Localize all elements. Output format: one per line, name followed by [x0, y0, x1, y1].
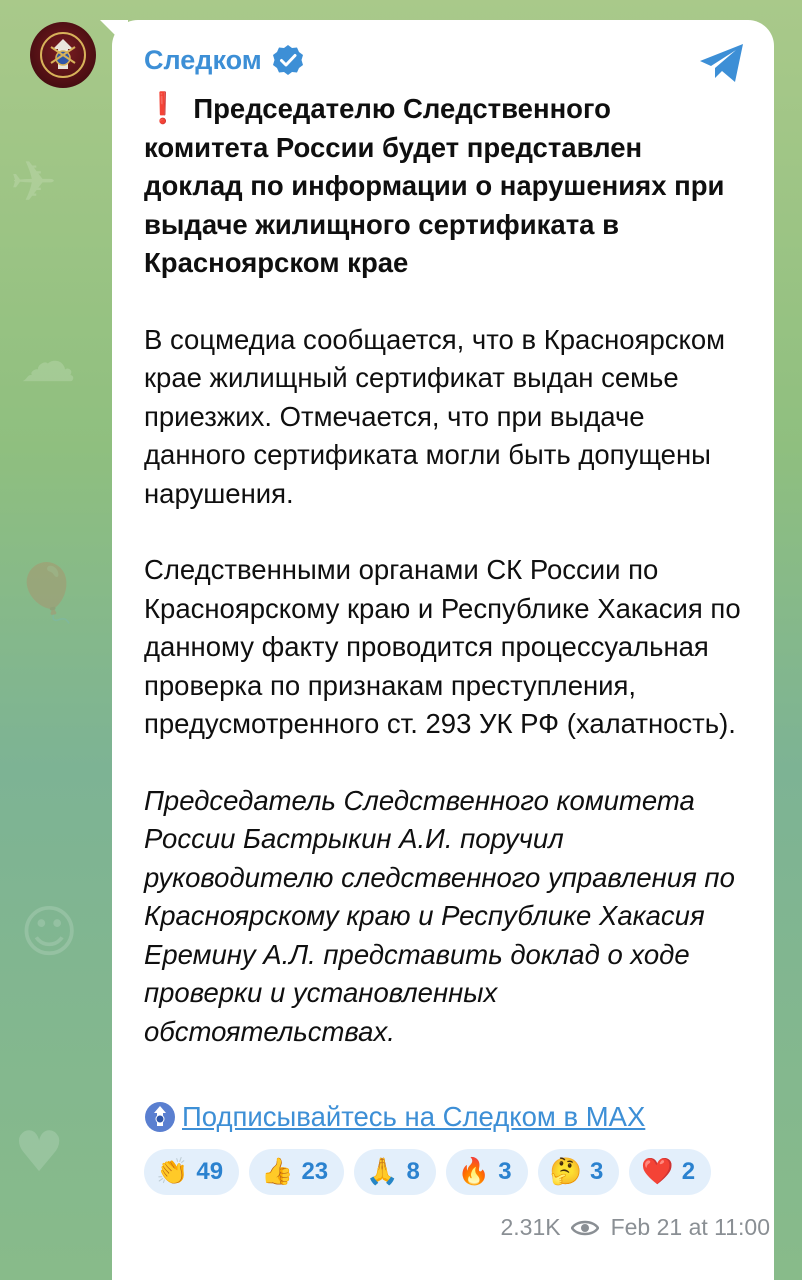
channel-avatar[interactable] — [30, 22, 96, 88]
channel-name[interactable]: Следком — [144, 44, 262, 75]
post-text — [144, 90, 742, 1051]
thinking-face-icon: 🤔 — [549, 1157, 582, 1187]
reaction-fire[interactable] — [446, 1149, 528, 1195]
message-bubble — [112, 20, 774, 1280]
reaction-count: 8 — [406, 1158, 420, 1185]
heart-icon: ❤️ — [641, 1157, 674, 1187]
clap-icon: 👏 — [156, 1157, 189, 1187]
reaction-count: 3 — [498, 1158, 512, 1185]
exclamation-icon: ❗ — [144, 92, 182, 125]
view-count: 2.31K — [500, 1214, 561, 1240]
reaction-clap[interactable] — [144, 1149, 239, 1195]
share-icon[interactable] — [698, 42, 746, 84]
thumbs-up-icon: 👍 — [261, 1157, 294, 1187]
reaction-count: 2 — [681, 1158, 696, 1185]
reaction-thinking[interactable] — [538, 1149, 620, 1195]
timestamp: Feb 21 at 11:00 — [610, 1214, 770, 1240]
message-meta — [500, 1214, 770, 1241]
reaction-pray[interactable] — [354, 1149, 436, 1195]
background-doodle: ☺ — [20, 900, 79, 965]
post-paragraph-3: Председатель Следственного комитета России Бастрыкин А.И. поручил руководителю следственного управления по Красноярскому краю и Республике Хакасия Еремину А.Л. представить доклад о ходе проверки и установленных обстоятельствах. — [144, 784, 735, 1047]
subscribe-row — [144, 1097, 742, 1137]
channel-emblem-icon — [144, 1101, 176, 1133]
message-header — [144, 44, 742, 76]
eye-icon — [571, 1218, 599, 1238]
subscribe-link[interactable]: Подписывайтесь на Следком в MAX — [182, 1101, 646, 1132]
post-paragraph-1: В соцмедиа сообщается, что в Красноярском крае жилищный сертификат выдан семье приезжих. Отмечается, что при выдаче данного сертификата могли быть допущены нарушения. — [144, 323, 726, 509]
reactions-bar — [144, 1149, 742, 1195]
emblem-icon — [37, 29, 89, 81]
pray-icon: 🙏 — [366, 1157, 399, 1187]
background-doodle: ♥ — [14, 1120, 65, 1185]
background-doodle: 🎈 — [12, 561, 82, 626]
reaction-count: 3 — [590, 1158, 604, 1185]
post-title-paragraph — [144, 90, 742, 283]
background-doodle: ☁ — [20, 330, 76, 395]
fire-icon: 🔥 — [457, 1157, 491, 1187]
reaction-heart[interactable] — [629, 1149, 711, 1195]
post-paragraph-2: Следственными органами СК России по Красноярскому краю и Республике Хакасия по данному факту проводится процессуальная проверка по признакам преступления, предусмотренного ст. 293 УК РФ (халатность). — [144, 554, 741, 739]
reaction-count: 49 — [196, 1158, 224, 1185]
background-doodle: ✈ — [10, 150, 57, 215]
post-title: Председателю Следственного комитета России будет представлен доклад по информации о нарушениях при выдаче жилищного сертификата в Красноярском крае — [144, 93, 725, 278]
verified-badge-icon — [272, 44, 304, 76]
reaction-count: 23 — [301, 1158, 329, 1185]
reaction-thumbs-up[interactable] — [249, 1149, 344, 1195]
